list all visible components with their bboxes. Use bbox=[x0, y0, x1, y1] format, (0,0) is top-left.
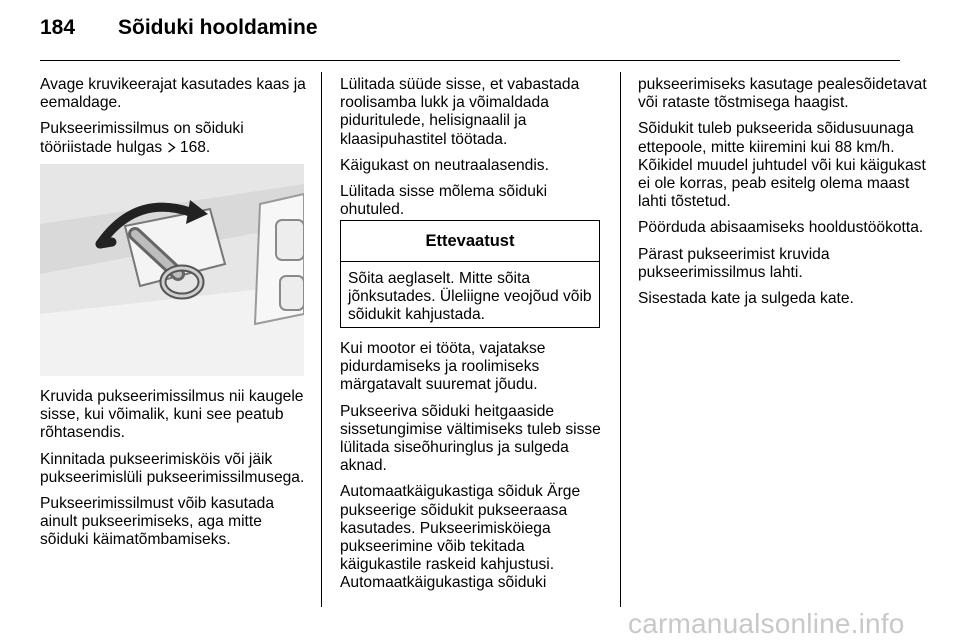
reference-arrow-icon[interactable] bbox=[167, 140, 176, 151]
paragraph: Sisestada kate ja sulgeda kate. bbox=[638, 290, 854, 308]
paragraph: Avage kruvikeerajat kasutades kaas ja eemaldage. bbox=[40, 76, 306, 112]
column-1-top bbox=[40, 76, 308, 165]
warning-text: Sõita aeglaselt. Mitte sõita jõnksutades. Üleliigne veojõud võib sõidukit kahjustada. bbox=[348, 270, 592, 324]
paragraph: Automaatkäigukastiga sõiduk Ärge pukseerige sõidukit pukseeraasa kasutades. Pukseerimisköiega pukseerimine võib tekitada käigukastile raskeid kahjustusi. Automaatkäigukastiga sõiduki bbox=[340, 483, 581, 592]
column-divider-1 bbox=[321, 72, 322, 607]
warning-box bbox=[340, 220, 600, 328]
paragraph: Kinnitada pukseerimisköis või jäik pukseerimislüli pukseerimissilmusega. bbox=[40, 450, 305, 486]
paragraph: Pärast pukseerimist kruvida pukseerimissilmus lahti. bbox=[638, 245, 830, 281]
column-1-bottom bbox=[40, 388, 308, 558]
page-reference[interactable]: 168. bbox=[175, 138, 211, 156]
paragraph: Lülitada sisse mõlema sõiduki ohutuled. bbox=[340, 183, 548, 219]
paragraph: Kruvida pukseerimissilmus nii kaugele sisse, kui võimalik, kuni see peatub rõhtasendis. bbox=[40, 388, 304, 442]
warning-title: Ettevaatust bbox=[341, 221, 599, 262]
paragraph: Pöörduda abisaamiseks hooldustöökotta. bbox=[638, 219, 924, 237]
paragraph: Lülitada süüde sisse, et vabastada roolisamba lukk ja võimaldada piduritulede, helisignaalil ja klaasipuhastitel töötada. bbox=[340, 76, 580, 148]
paragraph: Pukseeriva sõiduki heitgaaside sissetungimise vältimiseks tuleb sisse lülitada siseõhuringlus ja sulgeda aknad. bbox=[340, 402, 601, 475]
column-divider-2 bbox=[620, 72, 621, 607]
paragraph-with-reference bbox=[40, 120, 308, 156]
header-divider bbox=[40, 60, 900, 61]
paragraph: Sõidukit tuleb pukseerida sõidusuunaga ettepoole, mitte kiiremini kui 88 km/h. Kõikidel muudel juhtudel või kui käigukast ei ole korras, peab esitelg olema maast lahti tõstetud. bbox=[638, 120, 926, 211]
watermark: carmanualsonline.info bbox=[628, 608, 905, 639]
paragraph: Käigukast on neutraalasendis. bbox=[340, 156, 549, 174]
paragraph: pukseerimiseks kasutage pealesõidetavat või rataste tõstmisega haagist. bbox=[638, 76, 927, 112]
paragraph-text: Pukseerimissilmus on sõiduki tööriistade hulgas bbox=[40, 120, 244, 156]
page-title: Sõiduki hooldamine bbox=[118, 16, 318, 39]
paragraph: Kui mootor ei tööta, vajatakse pidurdamiseks ja roolimiseks märgatavalt suuremat jõudu. bbox=[340, 340, 546, 394]
column-3 bbox=[638, 76, 938, 316]
paragraph: Pukseerimissilmust võib kasutada ainult pukseerimiseks, aga mitte sõiduki käimatõmbamiseks. bbox=[40, 495, 274, 549]
tow-eye-illustration bbox=[40, 164, 304, 376]
column-2-top bbox=[340, 76, 602, 227]
column-2-bottom bbox=[340, 340, 602, 601]
page-number: 184 bbox=[40, 16, 76, 39]
